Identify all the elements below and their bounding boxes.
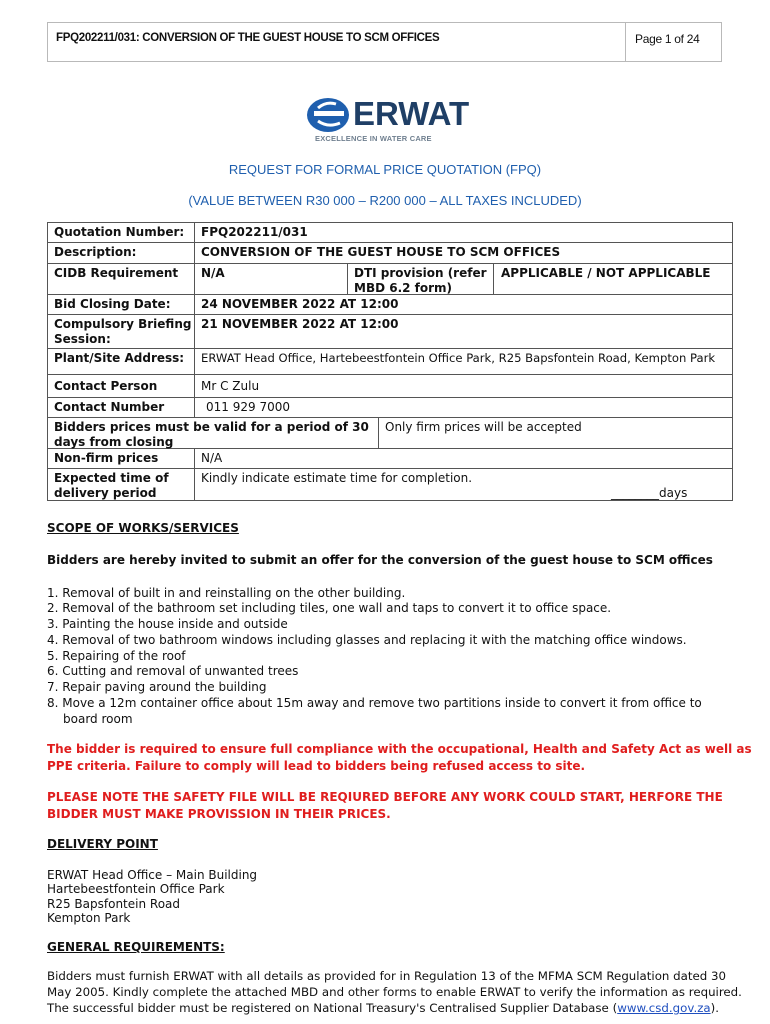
table-rule: [47, 417, 733, 418]
list-item: 1. Removal of built in and reinstalling on the other building.: [47, 586, 406, 600]
validity-line-2: days from closing: [54, 435, 174, 449]
list-item: 5. Repairing of the roof: [47, 649, 186, 663]
delivery-days-field: ________days: [611, 486, 688, 500]
document-title: FPQ202211/031: CONVERSION OF THE GUEST HOUSE TO SCM OFFICES: [56, 32, 440, 44]
table-rule: [47, 468, 733, 469]
list-item: 4. Removal of two bathroom windows including glasses and replacing it with the matching office windows.: [47, 633, 687, 647]
general-requirements-line-1: Bidders must furnish ERWAT with all details as provided for in Regulation 13 of the MFMA SCM Regulation dated 30: [47, 969, 726, 983]
page-header: [47, 22, 722, 62]
list-item: 3. Painting the house inside and outside: [47, 617, 288, 631]
general-requirements-heading: GENERAL REQUIREMENTS:: [47, 940, 225, 954]
page-number: Page 1 of 24: [635, 32, 700, 46]
table-rule: [194, 397, 195, 418]
contact-person-label: Contact Person: [54, 379, 158, 393]
safety-file-notice-line-2: BIDDER MUST MAKE PROVISSION IN THEIR PRICES.: [47, 807, 391, 821]
site-address-value: ERWAT Head Office, Hartebeestfontein Office Park, R25 Bapsfontein Road, Kempton Park: [201, 351, 716, 365]
table-rule: [194, 222, 195, 397]
table-rule: [347, 263, 348, 294]
table-rule: [732, 222, 733, 501]
list-item: 7. Repair paving around the building: [47, 680, 267, 694]
dti-label-line-1: DTI provision (refer: [354, 266, 487, 280]
header-divider: [625, 23, 626, 61]
table-rule: [47, 348, 733, 349]
erwat-logo: [306, 96, 471, 146]
contact-number-value: 011 929 7000: [206, 400, 290, 414]
quotation-number-label: Quotation Number:: [54, 225, 185, 239]
bid-closing-value: 24 NOVEMBER 2022 AT 12:00: [201, 297, 399, 311]
safety-warning-line-1: The bidder is required to ensure full compliance with the occupational, Health and Safety Act as well as: [47, 742, 752, 756]
table-rule: [47, 374, 733, 375]
list-item: 8. Move a 12m container office about 15m away and remove two partitions inside to convert it from office to: [47, 696, 702, 710]
dti-value: APPLICABLE / NOT APPLICABLE: [501, 266, 711, 280]
delivery-point-heading: DELIVERY POINT: [47, 837, 158, 851]
safety-warning-line-2: PPE criteria. Failure to comply will lead to bidders being refused access to site.: [47, 759, 586, 773]
logo-wordmark: ERWAT: [353, 95, 470, 132]
table-rule: [47, 222, 733, 223]
validity-line-1: Bidders prices must be valid for a period of 30: [54, 420, 369, 434]
firm-prices-note: Only firm prices will be accepted: [385, 420, 582, 434]
site-address-label: Plant/Site Address:: [54, 351, 185, 365]
delivery-address-line: Kempton Park: [47, 911, 131, 925]
cidb-value: N/A: [201, 266, 225, 280]
briefing-value: 21 NOVEMBER 2022 AT 12:00: [201, 317, 399, 331]
briefing-label-line-2: Session:: [54, 332, 111, 346]
erwat-logo-mark-icon: [306, 96, 350, 134]
bid-closing-label: Bid Closing Date:: [54, 297, 171, 311]
delivery-address-line: R25 Bapsfontein Road: [47, 897, 181, 911]
description-label: Description:: [54, 245, 137, 259]
table-rule: [194, 448, 195, 501]
nonfirm-label: Non-firm prices: [54, 451, 159, 465]
scope-heading: SCOPE OF WORKS/SERVICES: [47, 521, 239, 535]
fpq-title: REQUEST FOR FORMAL PRICE QUOTATION (FPQ): [228, 162, 542, 177]
delivery-note: Kindly indicate estimate time for completion.: [201, 471, 473, 485]
csd-sentence-end: ).: [710, 1001, 719, 1015]
fpq-value-range: (VALUE BETWEEN R30 000 – R200 000 – ALL TAXES INCLUDED): [188, 193, 582, 208]
description-value: CONVERSION OF THE GUEST HOUSE TO SCM OFFICES: [201, 245, 561, 259]
table-rule: [47, 263, 733, 264]
contact-number-label: Contact Number: [54, 400, 165, 414]
delivery-address-line: Hartebeestfontein Office Park: [47, 882, 225, 896]
csd-link[interactable]: www.csd.gov.za: [617, 1001, 711, 1015]
list-item: 6. Cutting and removal of unwanted trees: [47, 664, 299, 678]
list-item: 2. Removal of the bathroom set including tiles, one wall and taps to convert it to office space.: [47, 601, 612, 615]
quotation-number-value: FPQ202211/031: [201, 225, 308, 239]
delivery-label-line-1: Expected time of: [54, 471, 169, 485]
general-requirements-line-2: May 2005. Kindly complete the attached MBD and other forms to enable ERWAT to verify the information as required.: [47, 985, 742, 999]
general-requirements-line-3: [47, 1000, 719, 1016]
safety-file-notice-line-1: PLEASE NOTE THE SAFETY FILE WILL BE REQIURED BEFORE ANY WORK COULD START, HERFORE THE: [47, 790, 723, 804]
delivery-address-line: ERWAT Head Office – Main Building: [47, 868, 258, 882]
scope-intro: Bidders are hereby invited to submit an offer for the conversion of the guest house to SCM offices: [47, 553, 713, 567]
table-rule: [493, 263, 494, 294]
logo-tagline: EXCELLENCE IN WATER CARE: [315, 134, 432, 143]
briefing-label-line-1: Compulsory Briefing: [54, 317, 192, 331]
table-rule: [47, 314, 733, 315]
delivery-label-line-2: delivery period: [54, 486, 157, 500]
cidb-label: CIDB Requirement: [54, 266, 179, 280]
quotation-details-table: [47, 222, 733, 501]
contact-person-value: Mr C Zulu: [201, 379, 260, 393]
csd-sentence: The successful bidder must be registered on National Treasury's Centralised Supplier Database (: [47, 1001, 618, 1015]
nonfirm-value: N/A: [201, 451, 223, 465]
table-rule: [47, 222, 48, 501]
table-rule: [47, 397, 733, 398]
table-rule: [47, 242, 733, 243]
list-item: board room: [63, 712, 133, 726]
table-rule: [378, 417, 379, 448]
dti-label-line-2: MBD 6.2 form): [354, 281, 453, 295]
